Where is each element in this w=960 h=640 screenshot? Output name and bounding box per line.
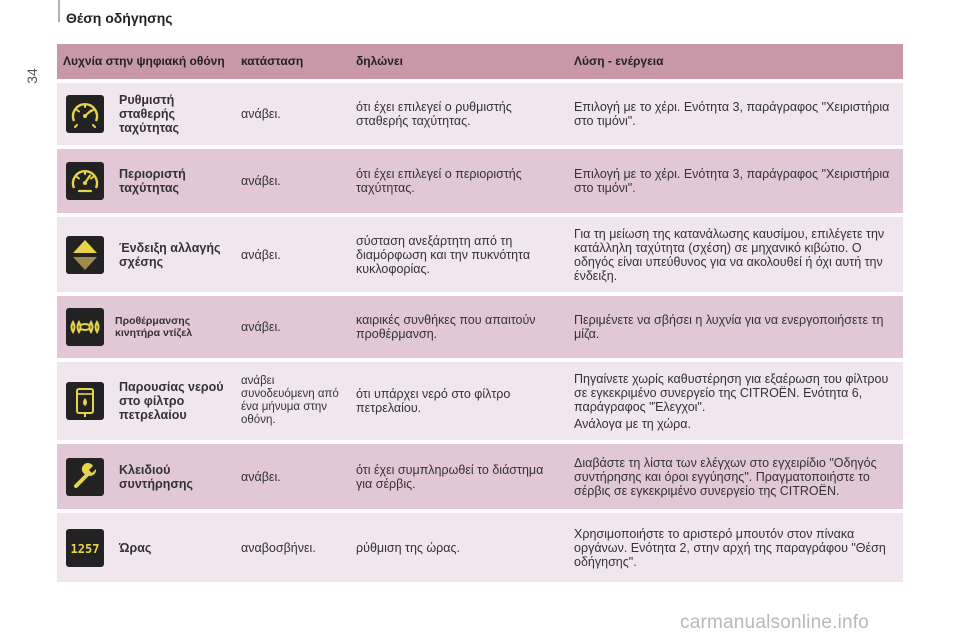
- side-rule: [58, 0, 60, 22]
- table-row: [57, 513, 903, 582]
- page-title: Θέση οδήγησης: [66, 10, 173, 26]
- lamp-name: Κλειδιού συντήρησης: [113, 444, 235, 509]
- lamp-name: Παρουσίας νερού στο φίλτρο πετρελαίου: [113, 362, 235, 440]
- lamp-state: ανάβει.: [235, 296, 350, 358]
- lamp-meaning: ότι έχει επιλεγεί ο περιοριστής ταχύτητας.: [350, 149, 568, 213]
- clock-digits: 1257: [70, 541, 100, 556]
- lamp-icon-cell: [57, 444, 113, 509]
- table-row: [57, 217, 903, 292]
- header-state: κατάσταση: [235, 44, 350, 79]
- lamp-state: ανάβει.: [235, 444, 350, 509]
- lamp-icon-cell: [57, 513, 113, 582]
- lamp-state: ανάβει.: [235, 149, 350, 213]
- solution-text: Διαβάστε τη λίστα των ελέγχων στο εγχειρίδιο "Οδηγός συντήρησης και όροι εγγύησης". Πραγματοποιήστε το σέρβις σε εγκεκριμένο συνεργείο της CITROËN.: [574, 455, 877, 498]
- lamp-name: Ένδειξη αλλαγής σχέσης: [113, 217, 235, 292]
- lamp-meaning: ότι έχει συμπληρωθεί το διάστημα για σέρβις.: [350, 444, 568, 509]
- table-row: [57, 444, 903, 509]
- lamp-name: Ρυθμιστή σταθερής ταχύτητας: [113, 83, 235, 145]
- solution-text: Επιλογή με το χέρι. Ενότητα 3, παράγραφος "Χειριστήρια στο τιμόνι".: [574, 167, 890, 195]
- lamp-meaning: ρύθμιση της ώρας.: [350, 513, 568, 582]
- header-meaning: δηλώνει: [350, 44, 568, 79]
- solution-text: Χρησιμοποιήστε το αριστερό μπουτόν στον πίνακα οργάνων. Ενότητα 2, στην αρχή της παραγράφου "Θέση οδήγησης".: [574, 526, 886, 569]
- header-solution: Λύση - ενέργεια: [568, 44, 903, 79]
- lamp-meaning: ότι υπάρχει νερό στο φίλτρο πετρελαίου.: [350, 362, 568, 440]
- table-row: [57, 296, 903, 358]
- lamp-solution: [568, 149, 903, 213]
- lamp-state: ανάβει συνοδευόμενη από ένα μήνυμα στην οθόνη.: [235, 362, 350, 440]
- diesel-preheating-icon: [66, 308, 104, 346]
- clock-display-icon: [66, 529, 104, 567]
- lamp-meaning: ότι έχει επιλεγεί ο ρυθμιστής σταθερής ταχύτητας.: [350, 83, 568, 145]
- lamp-solution: [568, 217, 903, 292]
- header-lamp: Λυχνία στην ψηφιακή οθόνη: [57, 44, 235, 79]
- lamp-meaning: σύσταση ανεξάρτητη από τη διαμόρφωση και την πυκνότητα κυκλοφορίας.: [350, 217, 568, 292]
- lamp-name: Ώρας: [113, 513, 235, 582]
- lamp-name: Προθέρμανσης κινητήρα ντίζελ: [113, 296, 235, 358]
- watermark: carmanualsonline.info: [680, 612, 870, 633]
- lamp-state: ανάβει.: [235, 83, 350, 145]
- solution-text: Πηγαίνετε χωρίς καθυστέρηση για εξαέρωση του φίλτρου σε εγκεκριμένο συνεργείο της CITROËN. Ενότητα 6, παράγραφος "Έλεγχοι".: [574, 371, 889, 414]
- lamp-solution: [568, 83, 903, 145]
- lamp-state: αναβοσβήνει.: [235, 513, 350, 582]
- lamp-solution: [568, 513, 903, 582]
- lamp-state: ανάβει.: [235, 217, 350, 292]
- solution-text: Επιλογή με το χέρι. Ενότητα 3, παράγραφος "Χειριστήρια στο τιμόνι".: [574, 100, 890, 128]
- lamp-solution: [568, 362, 903, 440]
- table-header-row: [57, 44, 903, 79]
- table-row: [57, 149, 903, 213]
- service-wrench-icon: [66, 458, 104, 496]
- gear-shift-indicator-icon: [66, 236, 104, 274]
- lamp-solution: [568, 296, 903, 358]
- solution-text: Περιμένετε να σβήσει η λυχνία για να ενεργοποιήσετε τη μίζα.: [574, 313, 884, 341]
- lamp-icon-cell: [57, 83, 113, 145]
- lamp-solution: [568, 444, 903, 509]
- table-row: [57, 83, 903, 145]
- lamp-icon-cell: [57, 296, 113, 358]
- lamp-icon-cell: [57, 217, 113, 292]
- lamp-icon-cell: [57, 149, 113, 213]
- lamp-icon-cell: [57, 362, 113, 440]
- lamp-meaning: καιρικές συνθήκες που απαιτούν προθέρμανση.: [350, 296, 568, 358]
- solution-text: Για τη μείωση της κατανάλωσης καυσίμου, επιλέγετε την κατάλληλη ταχύτητα (σχέση) σε μηχανικό κιβώτιο. Ο οδηγός είναι υπεύθυνος για να ακολουθεί ή όχι αυτή την ένδειξη.: [574, 226, 885, 283]
- speed-limiter-icon: [66, 162, 104, 200]
- lamp-name: Περιοριστή ταχύτητας: [113, 149, 235, 213]
- water-in-diesel-filter-icon: [66, 382, 104, 420]
- cruise-control-icon: [66, 95, 104, 133]
- page-number: 34: [24, 68, 40, 84]
- warning-lamps-table: [57, 40, 903, 586]
- solution-note: Ανάλογα με τη χώρα.: [574, 416, 691, 431]
- table-row: [57, 362, 903, 440]
